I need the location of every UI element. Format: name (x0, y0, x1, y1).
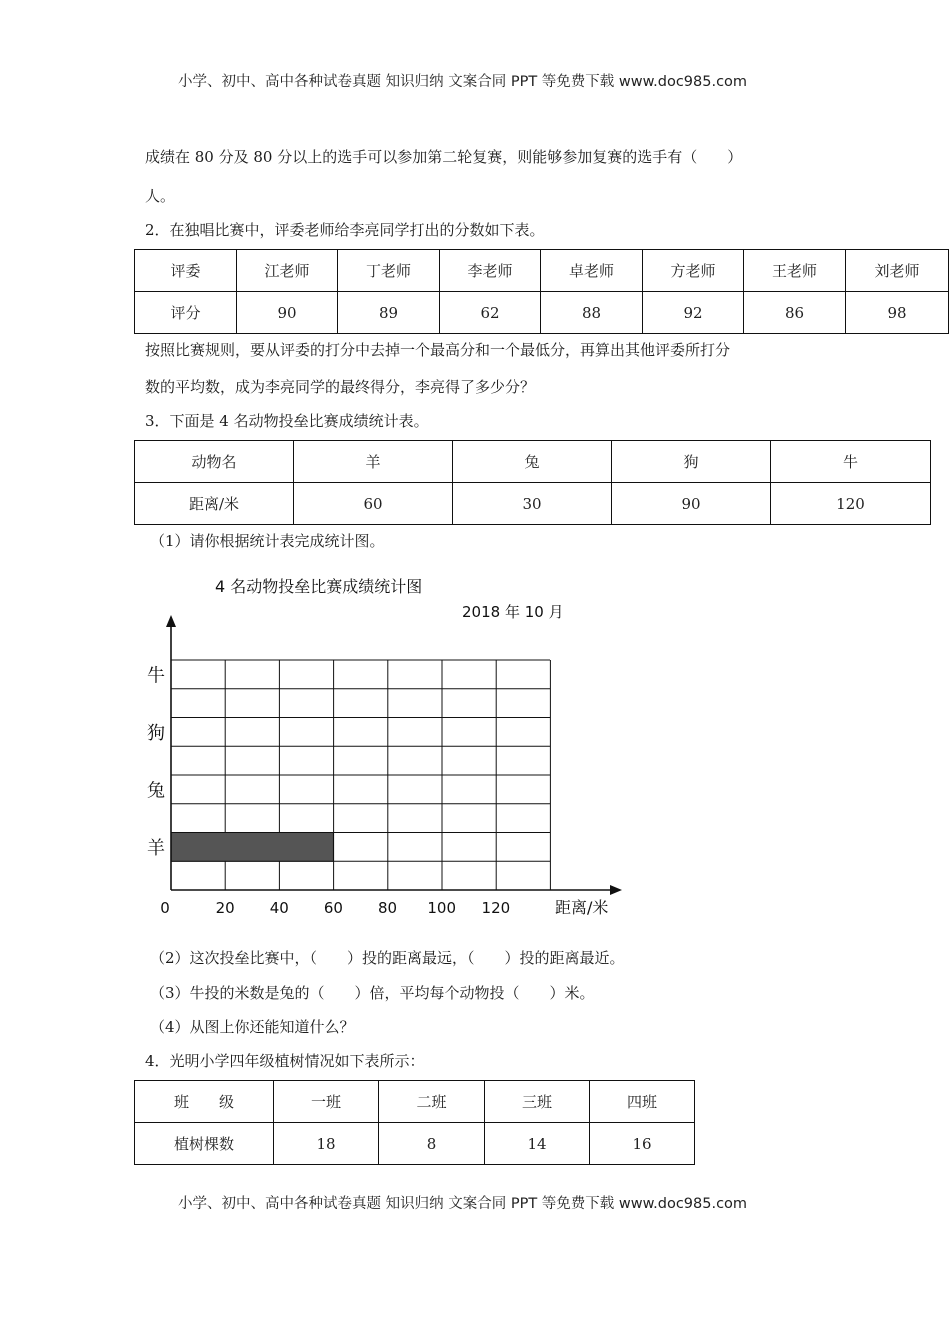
category-label: 兔 (147, 780, 165, 802)
q2-line2: 数的平均数，成为李亮同学的最终得分，李亮得了多少分？ (145, 378, 536, 396)
count-cell: 18 (274, 1123, 379, 1165)
x-axis-arrow-icon (610, 885, 622, 895)
category-label: 狗 (147, 722, 165, 744)
distance-cell: 30 (453, 483, 612, 525)
x-tick-label: 40 (269, 899, 289, 917)
table-row-label: 评分 (135, 292, 237, 334)
q3-sub3: （3）牛投的米数是兔的（ ）倍，平均每个动物投（ ）米。 (150, 984, 595, 1002)
bar-chart (0, 560, 950, 930)
score-cell: 86 (744, 292, 846, 334)
table-row-label: 植树棵数 (135, 1123, 274, 1165)
x-tick-label: 120 (481, 899, 511, 917)
score-cell: 90 (237, 292, 338, 334)
animal-cell: 牛 (771, 441, 931, 483)
x-tick-label: 60 (323, 899, 343, 917)
page-footer: 小学、初中、高中各种试卷真题 知识归纳 文案合同 PPT 等免费下载 www.doc985.com (178, 1196, 748, 1212)
table-header-cell: 评委 (135, 250, 237, 292)
category-labels (147, 665, 165, 859)
x-tick-labels (160, 899, 510, 917)
table-row (135, 1081, 695, 1123)
score-cell: 62 (440, 292, 541, 334)
count-cell: 8 (379, 1123, 485, 1165)
x-tick-label: 80 (378, 899, 398, 917)
count-cell: 16 (590, 1123, 695, 1165)
score-cell: 92 (643, 292, 744, 334)
q1-line1: 成绩在 80 分及 80 分以上的选手可以参加第二轮复赛，则能够参加复赛的选手有（ ） (145, 148, 743, 166)
class-cell: 四班 (590, 1081, 695, 1123)
judge-cell: 方老师 (643, 250, 744, 292)
table-row (135, 483, 931, 525)
chart-title: 4 名动物投垒比赛成绩统计图 (215, 577, 423, 596)
table-row-label: 距离/米 (135, 483, 294, 525)
q3-sub2: （2）这次投垒比赛中，（ ）投的距离最远，（ ）投的距离最近。 (150, 949, 625, 967)
table-row (135, 441, 931, 483)
class-cell: 三班 (485, 1081, 590, 1123)
q3-sub4: （4）从图上你还能知道什么？ (150, 1018, 355, 1036)
judge-cell: 江老师 (237, 250, 338, 292)
table-row (135, 1123, 695, 1165)
category-label: 牛 (147, 665, 165, 687)
x-tick-label: 20 (215, 899, 235, 917)
count-cell: 14 (485, 1123, 590, 1165)
category-label: 羊 (147, 837, 165, 859)
score-cell: 98 (846, 292, 949, 334)
q2-title: 2．在独唱比赛中，评委老师给李亮同学打出的分数如下表。 (145, 221, 545, 239)
chart-bars (171, 833, 333, 862)
judge-cell: 李老师 (440, 250, 541, 292)
distance-cell: 60 (294, 483, 453, 525)
distance-cell: 90 (612, 483, 771, 525)
animal-cell: 兔 (453, 441, 612, 483)
table-row (135, 292, 949, 334)
table-header-cell: 动物名 (135, 441, 294, 483)
score-cell: 89 (338, 292, 440, 334)
bar-1 (171, 833, 333, 862)
class-cell: 二班 (379, 1081, 485, 1123)
q4-title: 4．光明小学四年级植树情况如下表所示： (145, 1052, 425, 1070)
page-header: 小学、初中、高中各种试卷真题 知识归纳 文案合同 PPT 等免费下载 www.doc985.com (178, 74, 748, 90)
judges-score-table (134, 249, 949, 334)
x-axis-label: 距离/米 (555, 898, 609, 917)
x-tick-label: 100 (427, 899, 457, 917)
chart-subtitle: 2018 年 10 月 (462, 603, 564, 621)
judge-cell: 刘老师 (846, 250, 949, 292)
class-cell: 一班 (274, 1081, 379, 1123)
animal-cell: 狗 (612, 441, 771, 483)
judge-cell: 卓老师 (541, 250, 643, 292)
q3-sub1: （1）请你根据统计表完成统计图。 (150, 532, 385, 550)
table-row (135, 250, 949, 292)
tree-planting-table (134, 1080, 695, 1165)
q1-line2: 人。 (145, 187, 176, 205)
x-tick-label: 0 (160, 899, 170, 917)
table-header-cell: 班 级 (135, 1081, 274, 1123)
q3-title: 3．下面是 4 名动物投垒比赛成绩统计表。 (145, 412, 429, 430)
y-axis-arrow-icon (166, 615, 176, 627)
judge-cell: 王老师 (744, 250, 846, 292)
score-cell: 88 (541, 292, 643, 334)
judge-cell: 丁老师 (338, 250, 440, 292)
q2-line1: 按照比赛规则，要从评委的打分中去掉一个最高分和一个最低分，再算出其他评委所打分 (145, 341, 731, 359)
animal-cell: 羊 (294, 441, 453, 483)
animal-distance-table (134, 440, 931, 525)
distance-cell: 120 (771, 483, 931, 525)
